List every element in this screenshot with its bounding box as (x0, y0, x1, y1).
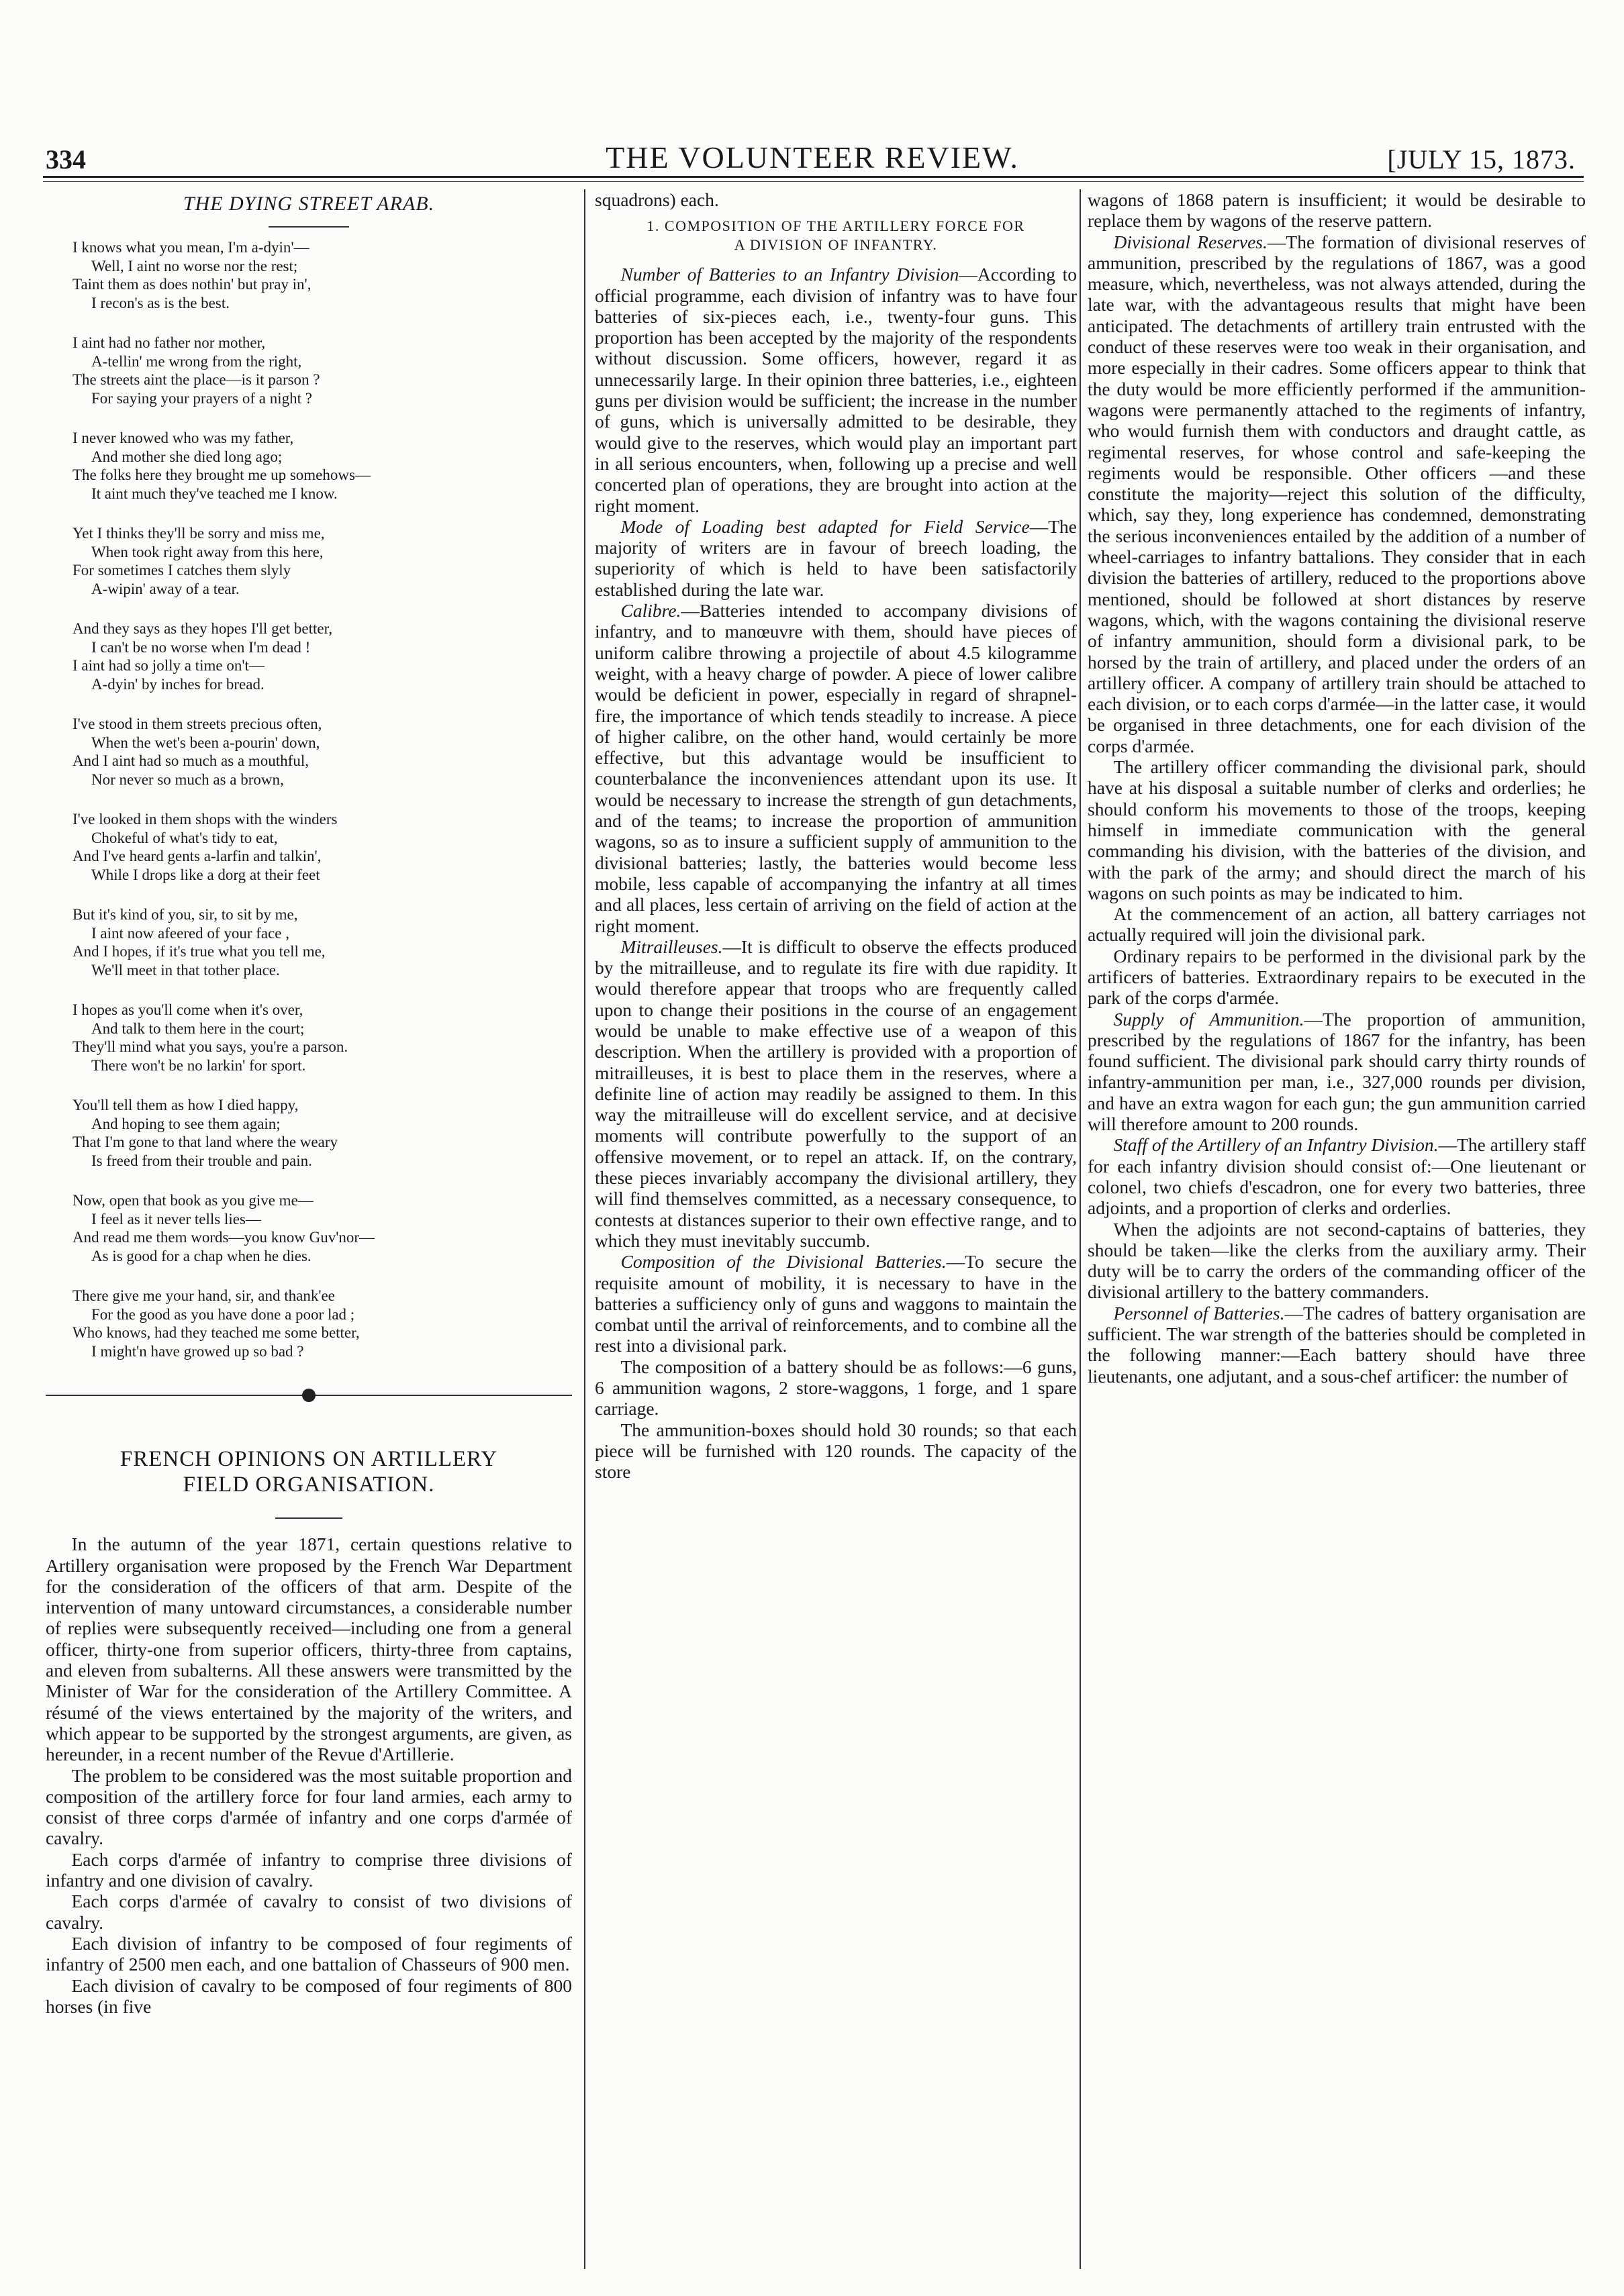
paragraph-text: At the commencement of an action, all battery carriages not actually required will join the divisional park. (1088, 903, 1586, 946)
paragraph-text: wagons of 1868 patern is insufficient; it would be desirable to replace them by wagons of the reserve pattern. (1088, 189, 1586, 232)
poem-line: I can't be no worse when I'm dead ! (91, 638, 311, 656)
paragraph (1088, 1303, 1586, 1387)
poem-title: THE DYING STREET ARAB. (183, 193, 435, 215)
section-heading-line-1: 1. COMPOSITION OF THE ARTILLERY FORCE FOR (647, 217, 1025, 235)
poem-line: I knows what you mean, I'm a-dyin'— (73, 239, 309, 256)
poem-line: And I hopes, if it's true what you tell me, (73, 943, 326, 960)
poem-line: They'll mind what you says, you're a parson. (73, 1038, 348, 1056)
poem-line: I've looked in them shops with the winders (73, 811, 338, 828)
paragraph (1088, 1134, 1586, 1218)
paragraph (1088, 232, 1586, 756)
poem-line: For sometimes I catches them slyly (73, 562, 291, 579)
paragraph (595, 264, 1077, 516)
poem-line: For the good as you have done a poor lad ; (91, 1305, 355, 1323)
poem-stanza (73, 238, 572, 312)
paragraph-lead: Mitrailleuses. (620, 936, 723, 957)
poem-line: You'll tell them as how I died happy, (73, 1097, 299, 1114)
poem-line: The folks here they brought me up somehows— (73, 466, 371, 484)
paragraph (595, 1251, 1077, 1356)
paragraph-lead: Composition of the Divisional Batteries. (620, 1251, 947, 1272)
paragraph (1088, 756, 1586, 903)
column-divider-2 (1080, 189, 1081, 2269)
paragraph-text: When the adjoints are not second-captains of batteries, they should be taken—like the clerks from the auxiliary army. Their duty will be to carry the orders of the commanding officer of the divisional artillery to the battery commanders. (1088, 1218, 1586, 1303)
paragraph-text: —The proportion of ammunition, prescribed by the regulations of 1867 for the infantry, has been found sufficient. The divisional park should carry thirty rounds of infantry-ammunition per man, i.e., 327,000 rounds per division, and have an extra wagon for each gun; the gun ammunition carried will therefore amount to 200 rounds. (1088, 1008, 1586, 1135)
poem-stanza (73, 619, 572, 693)
paragraph (595, 600, 1077, 936)
poem-line: Nor never so much as a brown, (91, 770, 284, 788)
masthead-title: THE VOLUNTEER REVIEW. (606, 140, 1019, 174)
paragraph: Each corps d'armée of cavalry to consist of two divisions of cavalry. (46, 1891, 572, 1933)
paragraph-lead: Calibre. (620, 600, 681, 621)
paragraph-lead: Number of Batteries to an Infantry Division (620, 264, 959, 285)
poem-line: And they says as they hopes I'll get better, (73, 620, 333, 638)
paragraph-text: —To secure the requisite amount of mobility, it is necessary to have in the batteries a sufficiency only of guns and waggons to maintain the combat until the arrival of reinforcements, and to combine all the rest into a divisional park. (595, 1251, 1077, 1356)
paragraph-text: —The formation of divisional reserves of ammunition, prescribed by the regulations of 1867, was a good measure, which, nevertheless, was not always attended, during the late war, with the advantageous results that might have been anticipated. The detachments of artillery train entrusted with the conduct of these reserves were too weak in their organisation, and more especially in their cadres. Some officers appear to think that the duty would be more efficiently performed if the ammunition-wagons were permanently attached to the regiments of infantry, who would furnish them with conductors and draught cattle, as regimental reserves, for whose control and safe-keeping the regiments would be responsible. Other officers —and these constitute the majority—reject this solution of the difficulty, which, say they, long experience has condemned, demonstrating the serious inconveniences entailed by the addition of a number of wheel-carriages to infantry battalions. They consider that in each division the batteries of artillery, reduced to the proportions above mentioned, should be followed at short distances by reserve wagons, which, with the wagons containing the divisional reserve of infantry ammunition, should form a divisional park, to be horsed by the train of artillery, and placed under the orders of an artillery officer. A company of artillery train should be attached to each division, or to each corps d'armée—in the latter case, it would be organised in three detachments, one for each division of the corps d'armée. (1088, 231, 1586, 756)
poem-line: A-tellin' me wrong from the right, (91, 352, 302, 370)
poem-line: We'll meet in that tother place. (91, 961, 280, 979)
article-title-rule (275, 1517, 342, 1519)
poem-line: While I drops like a dorg at their feet (91, 866, 320, 883)
paragraph: Each corps d'armée of infantry to comprise three divisions of infantry and one division of cavalry. (46, 1848, 572, 1891)
page-number: 334 (46, 144, 86, 174)
poem-line: Taint them as does nothin' but pray in', (73, 276, 312, 293)
paragraph-text: —The majority of writers are in favour of breech loading, the superiority of which is held to have been satisfactorily established during the late war. (595, 515, 1077, 600)
poem-line: And mother she died long ago; (91, 448, 283, 465)
paragraph-text: The composition of a battery should be as follows:—6 guns, 6 ammunition wagons, 2 store-waggons, 1 forge, and 1 spare carriage. (595, 1356, 1077, 1419)
column-divider-1 (584, 189, 585, 2269)
article-title-line-2: FIELD ORGANISATION. (183, 1473, 435, 1497)
poem-line: There give me your hand, sir, and thank'ee (73, 1287, 335, 1305)
poem-line: When took right away from this here, (91, 543, 324, 560)
column-1 (46, 189, 572, 2269)
article-body-col1 (46, 1534, 572, 2017)
section-heading-line-2: A DIVISION OF INFANTRY. (734, 236, 938, 254)
poem-line: I aint had no father nor mother, (73, 334, 266, 352)
paragraph-text: —Batteries intended to accompany divisions of infantry, and to manœuvre with them, should have pieces of uniform calibre throwing a projectile of about 4.5 kilogramme weight, with a heavy charge of powder. A piece of lower calibre would be deficient in power, especially in regard of shrapnel-fire, the importance of which tends steadily to increase. A piece of higher calibre, on the other hand, would certainly be more effective, but this advantage would be insufficient to counterbalance the inconveniences attendant upon its use. It would be necessary to increase the strength of gun detachments, and of the teams; to increase the proportion of ammunition wagons, so as to insure a sufficient supply of ammunition to the divisional batteries; lastly, the batteries would become less mobile, less capable of accompanying the infantry at all times and all places, less certain of arriving on the field of action at the right moment. (595, 600, 1077, 936)
paragraph (595, 1419, 1077, 1483)
paragraph: In the autumn of the year 1871, certain questions relative to Artillery organisation were proposed by the French War Department for the consideration of the officers of that arm. Despite of the intervention of many untoward circumstances, a considerable number of replies were subsequently received—including one from a general officer, thirty-one from superior officers, thirty-three from captains, and eleven from subalterns. All these answers were transmitted by the Minister of War for the consideration of the Artillery Committee. A résumé of the views entertained by the majority of the writers, and which appear to be supported by the strongest arguments, are given, as hereunder, in a recent number of the Revue d'Artillerie. (46, 1534, 572, 1765)
article-body-col2 (595, 264, 1077, 1482)
paragraph (1088, 903, 1586, 946)
poem-stanza (73, 1191, 572, 1265)
poem-line: For saying your prayers of a night ? (91, 389, 312, 407)
poem-line: I might'n have growed up so bad ? (91, 1342, 304, 1360)
poem-title-rule (269, 226, 349, 228)
paragraph-text: —It is difficult to observe the effects produced by the mitrailleuse, and to regulate its fire with due rapidity. It would therefore appear that troops who are frequently called upon to change their positions in the course of an engagement would be unable to make effective use of a weapon of this description. When the artillery is provided with a proportion of mitrailleuses, it is best to place them in the reserves, where a definite line of action may readily be assigned to them. In this way the mitrailleuse will do excellent service, and at decisive moments will contribute powerfully to the support of an offensive movement, or to repel an attack. If, on the contrary, these pieces invariably accompany the divisional artillery, they will find themselves committed, as a necessary consequence, to contests at distances superior to their own effective range, and to which they must inevitably succumb. (595, 936, 1077, 1251)
paragraph: Each division of cavalry to be composed of four regiments of 800 horses (in five (46, 1975, 572, 2017)
poem-line: Is freed from their trouble and pain. (91, 1152, 312, 1169)
poem-line: And talk to them here in the court; (91, 1019, 305, 1037)
paragraph-text: Ordinary repairs to be performed in the divisional park by the artificers of batteries. Extraordinary repairs to be executed in the park of the corps d'armée. (1088, 945, 1586, 1009)
poem-line: Chokeful of what's tidy to eat, (91, 829, 278, 846)
poem-line: Now, open that book as you give me— (73, 1192, 314, 1209)
article-title (46, 1446, 572, 1497)
poem-line: A-wipin' away of a tear. (91, 580, 240, 597)
paragraph (595, 1356, 1077, 1419)
paragraph (1088, 1219, 1586, 1303)
poem-line: And I've heard gents a-larfin and talkin', (73, 848, 322, 865)
header-rule-thin (43, 181, 1584, 182)
poem-body (46, 238, 572, 1360)
paragraph-text: The artillery officer commanding the divisional park, should have at his disposal a suitable number of clerks and orderlies; he should conform his movements to those of the troops, keeping himself in immediate communication with the general commanding his division, with the batteries of the division, and with the park of the army; and should direct the march of his wagons on such points as may be indicated to him. (1088, 756, 1586, 903)
poem-line: I aint now afeered of your face , (91, 924, 290, 942)
poem-line: Well, I aint no worse nor the rest; (91, 257, 298, 274)
poem-line: The streets aint the place—is it parson ? (73, 371, 320, 389)
poem-line: I recon's as is the best. (91, 294, 230, 311)
paragraph (595, 516, 1077, 600)
poem-line: But it's kind of you, sir, to sit by me, (73, 906, 298, 924)
poem-stanza (73, 334, 572, 407)
poem-line: Yet I thinks they'll be sorry and miss me, (73, 525, 325, 542)
continuation-text: squadrons) each. (595, 189, 719, 210)
article-body-col3 (1088, 189, 1586, 1387)
paragraph: The problem to be considered was the most suitable proportion and composition of the artillery force for four land armies, each army to consist of three corps d'armée of infantry and one corps d'armée of cavalry. (46, 1764, 572, 1849)
poem-stanza (73, 1096, 572, 1170)
poem-line: It aint much they've teached me I know. (91, 485, 338, 502)
paragraph-lead: Personnel of Batteries. (1113, 1302, 1285, 1324)
poem-stanza (73, 810, 572, 884)
poem-line: I aint had so jolly a time on't— (73, 657, 265, 675)
poem-line: As is good for a chap when he dies. (91, 1247, 312, 1264)
header-rule (43, 176, 1584, 178)
paragraph-lead: Supply of Ammunition. (1113, 1008, 1304, 1030)
poem-stanza (73, 429, 572, 503)
paragraph-text: —According to official programme, each division of infantry was to have four batteries of six-pieces each, i.e., twenty-four guns. This proportion has been accepted by the majority of the respondents without discussion. Some officers, however, regard it as unnecessarily large. In their opinion three batteries, i.e., eighteen guns per division would be sufficient; the increase in the number of guns, which is universally admitted to be desirable, they would give to the reserves, which would play an important part in all serious encounters, when, following up a precise and well concerted plan of operations, they are brought into action at the right moment. (595, 264, 1077, 516)
section-heading (595, 217, 1077, 254)
poem-line: I hopes as you'll come when it's over, (73, 1001, 303, 1019)
ornamental-divider (46, 1382, 572, 1409)
paragraph (1088, 946, 1586, 1009)
article-title-line-1: FRENCH OPINIONS ON ARTILLERY (120, 1447, 498, 1472)
poem-stanza (73, 524, 572, 598)
paragraph (1088, 189, 1586, 232)
poem-stanza (73, 715, 572, 789)
paragraph-lead: Divisional Reserves. (1113, 231, 1268, 252)
poem-line: That I'm gone to that land where the weary (73, 1134, 338, 1151)
poem-line: I feel as it never tells lies— (91, 1210, 261, 1228)
poem-line: I never knowed who was my father, (73, 430, 294, 447)
column-2 (595, 189, 1077, 2269)
poem-line: Who knows, had they teached me some better, (73, 1324, 360, 1342)
paragraph-text: The ammunition-boxes should hold 30 rounds; so that each piece will be furnished with 120 rounds. The capacity of the store (595, 1419, 1077, 1483)
poem-stanza (73, 1001, 572, 1075)
poem-line: A-dyin' by inches for bread. (91, 675, 265, 693)
poem-line: And I aint had so much as a mouthful, (73, 752, 309, 770)
poem-stanza (73, 905, 572, 979)
paragraph (595, 936, 1077, 1251)
paragraph-lead: Staff of the Artillery of an Infantry Division. (1113, 1134, 1439, 1156)
poem-line: There won't be no larkin' for sport. (91, 1056, 306, 1074)
poem-line: And hoping to see them again; (91, 1115, 281, 1132)
poem-stanza (73, 1287, 572, 1360)
paragraph: Each division of infantry to be composed of four regiments of infantry of 2500 men each, and one battalion of Chasseurs of 900 men. (46, 1932, 572, 1975)
paragraph-text: —The cadres of battery organisation are sufficient. The war strength of the batteries should be completed in the following manner:—Each battery should have three lieutenants, one adjutant, and a sous-chef artificer: the number of (1088, 1302, 1586, 1387)
poem-line: When the wet's been a-pourin' down, (91, 734, 320, 751)
poem-line: And read me them words—you know Guv'nor— (73, 1229, 375, 1246)
paragraph-text: —The artillery staff for each infantry division should consist of:—One lieutenant or colonel, two chiefs d'escadron, one for every two batteries, three adjoints, and a proportion of clerks and orderlies. (1088, 1134, 1586, 1219)
issue-date: [JULY 15, 1873. (1387, 144, 1576, 174)
poem-line: I've stood in them streets precious often, (73, 715, 322, 733)
paragraph-lead: Mode of Loading best adapted for Field Service (620, 515, 1030, 537)
column-3 (1088, 189, 1586, 2269)
paragraph (1088, 1009, 1586, 1135)
